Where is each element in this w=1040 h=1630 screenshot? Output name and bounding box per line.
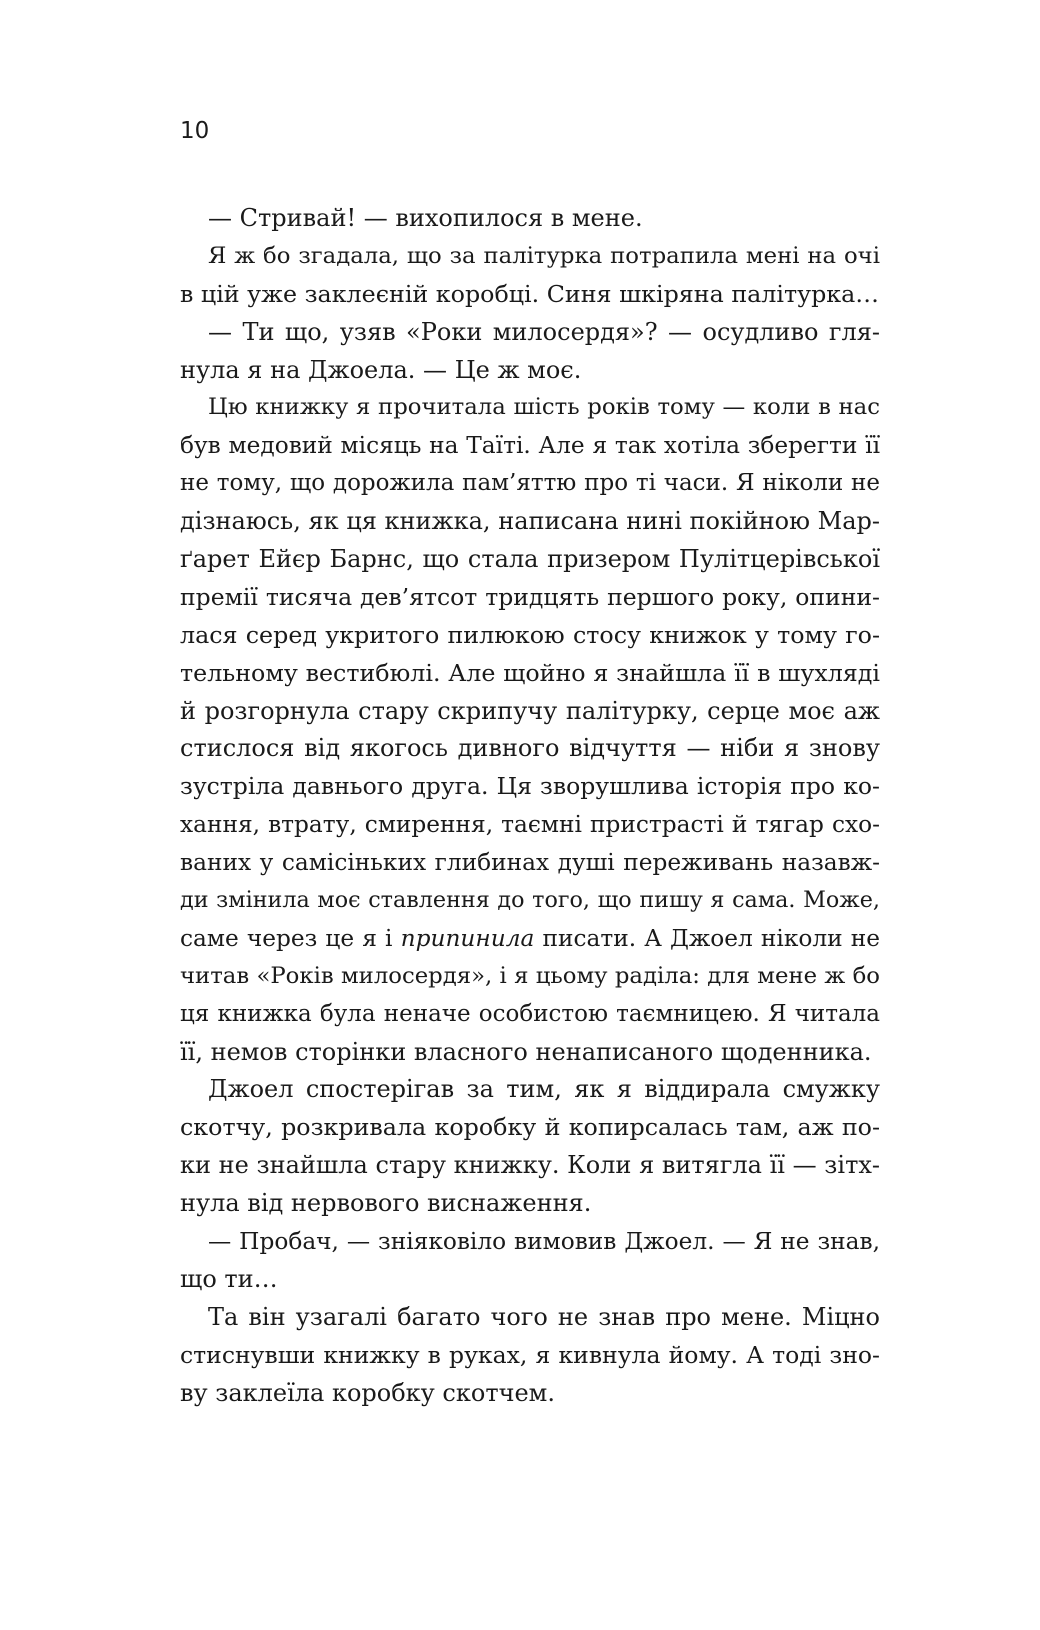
text-line: Я ж бо згадала, що за палітурка потрапила мені на очі <box>208 242 880 269</box>
text-line: ця книжка була неначе особистою таємницею. Я читала <box>180 1000 880 1027</box>
text-line: ваних у самісіньких глибинах душі переживань назавж- <box>180 849 880 877</box>
text-line: Та він узагалі багато чого не знав про мене. Міцно <box>208 1302 880 1331</box>
text-line: Цю книжку я прочитала шість років тому — коли в нас <box>208 394 880 421</box>
text-line: ву заклеїла коробку скотчем. <box>180 1378 555 1407</box>
text-line <box>180 920 880 958</box>
text-line: премії тисяча дев’ятсот тридцять першого року, опини- <box>180 582 880 611</box>
text-segment: саме через це я і <box>180 924 401 952</box>
text-line: дізнаюсь, як ця книжка, написана нині покійною Мар- <box>180 507 880 536</box>
text-line: лася серед укритого пилюкою стосу книжок у тому го- <box>180 620 880 649</box>
text-segment: писати. А Джоел ніколи не <box>534 924 881 952</box>
text-line: й розгорнула стару скрипучу палітурку, серце моє аж <box>180 696 880 725</box>
text-line: скотчу, розкривала коробку й копирсалась там, аж по- <box>180 1113 880 1142</box>
text-line: стислося від якогось дивного відчуття — ніби я знову <box>180 734 880 763</box>
text-line: хання, втрату, смирення, таємні пристрасті й тягар схо- <box>180 811 880 839</box>
text-line: — Стривай! — вихопилося в мене. <box>208 204 643 232</box>
text-line: тельному вестибюлі. Але щойно я знайшла її в шухляді <box>180 658 880 687</box>
text-line: стиснувши книжку в руках, я кивнула йому. А тоді зно- <box>180 1340 880 1369</box>
text-line: не тому, що дорожила пам’яттю про ті часи. Я ніколи не <box>180 470 880 497</box>
text-line: ди змінила моє ставлення до того, що пишу я сама. Може, <box>180 887 880 914</box>
text-line: ґарет Ейєр Барнс, що стала призером Пулітцерівської <box>180 545 880 574</box>
text-line: — Ти що, узяв «Роки милосердя»? — осудливо гля- <box>208 317 880 346</box>
text-line: зустріла давнього друга. Ця зворушлива історія про ко- <box>180 772 880 801</box>
text-line: в цій уже заклеєній коробці. Синя шкіряна палітурка… <box>180 279 880 308</box>
text-line: ки не знайшла стару книжку. Коли я витягла її — зітх- <box>180 1151 880 1180</box>
text-line: читав «Років милосердя», і я цьому раділа: для мене ж бо <box>180 962 880 989</box>
text-line: Джоел спостерігав за тим, як я віддирала смужку <box>208 1075 880 1104</box>
text-line: нула я на Джоела. — Це ж моє. <box>180 355 582 384</box>
body-text <box>180 200 880 1413</box>
text-line: що ти… <box>180 1264 278 1293</box>
text-line: був медовий місяць на Таїті. Але я так хотіла зберегти її <box>180 432 880 460</box>
text-line: її, немов сторінки власного ненаписаного щоденника. <box>180 1037 872 1066</box>
emphasized-word: припинила <box>400 924 535 952</box>
page-number: 10 <box>180 118 210 144</box>
text-line: нула від нервового виснаження. <box>180 1189 592 1218</box>
text-line: — Пробач, — зніяковіло вимовив Джоел. — Я не знав, <box>208 1228 880 1256</box>
